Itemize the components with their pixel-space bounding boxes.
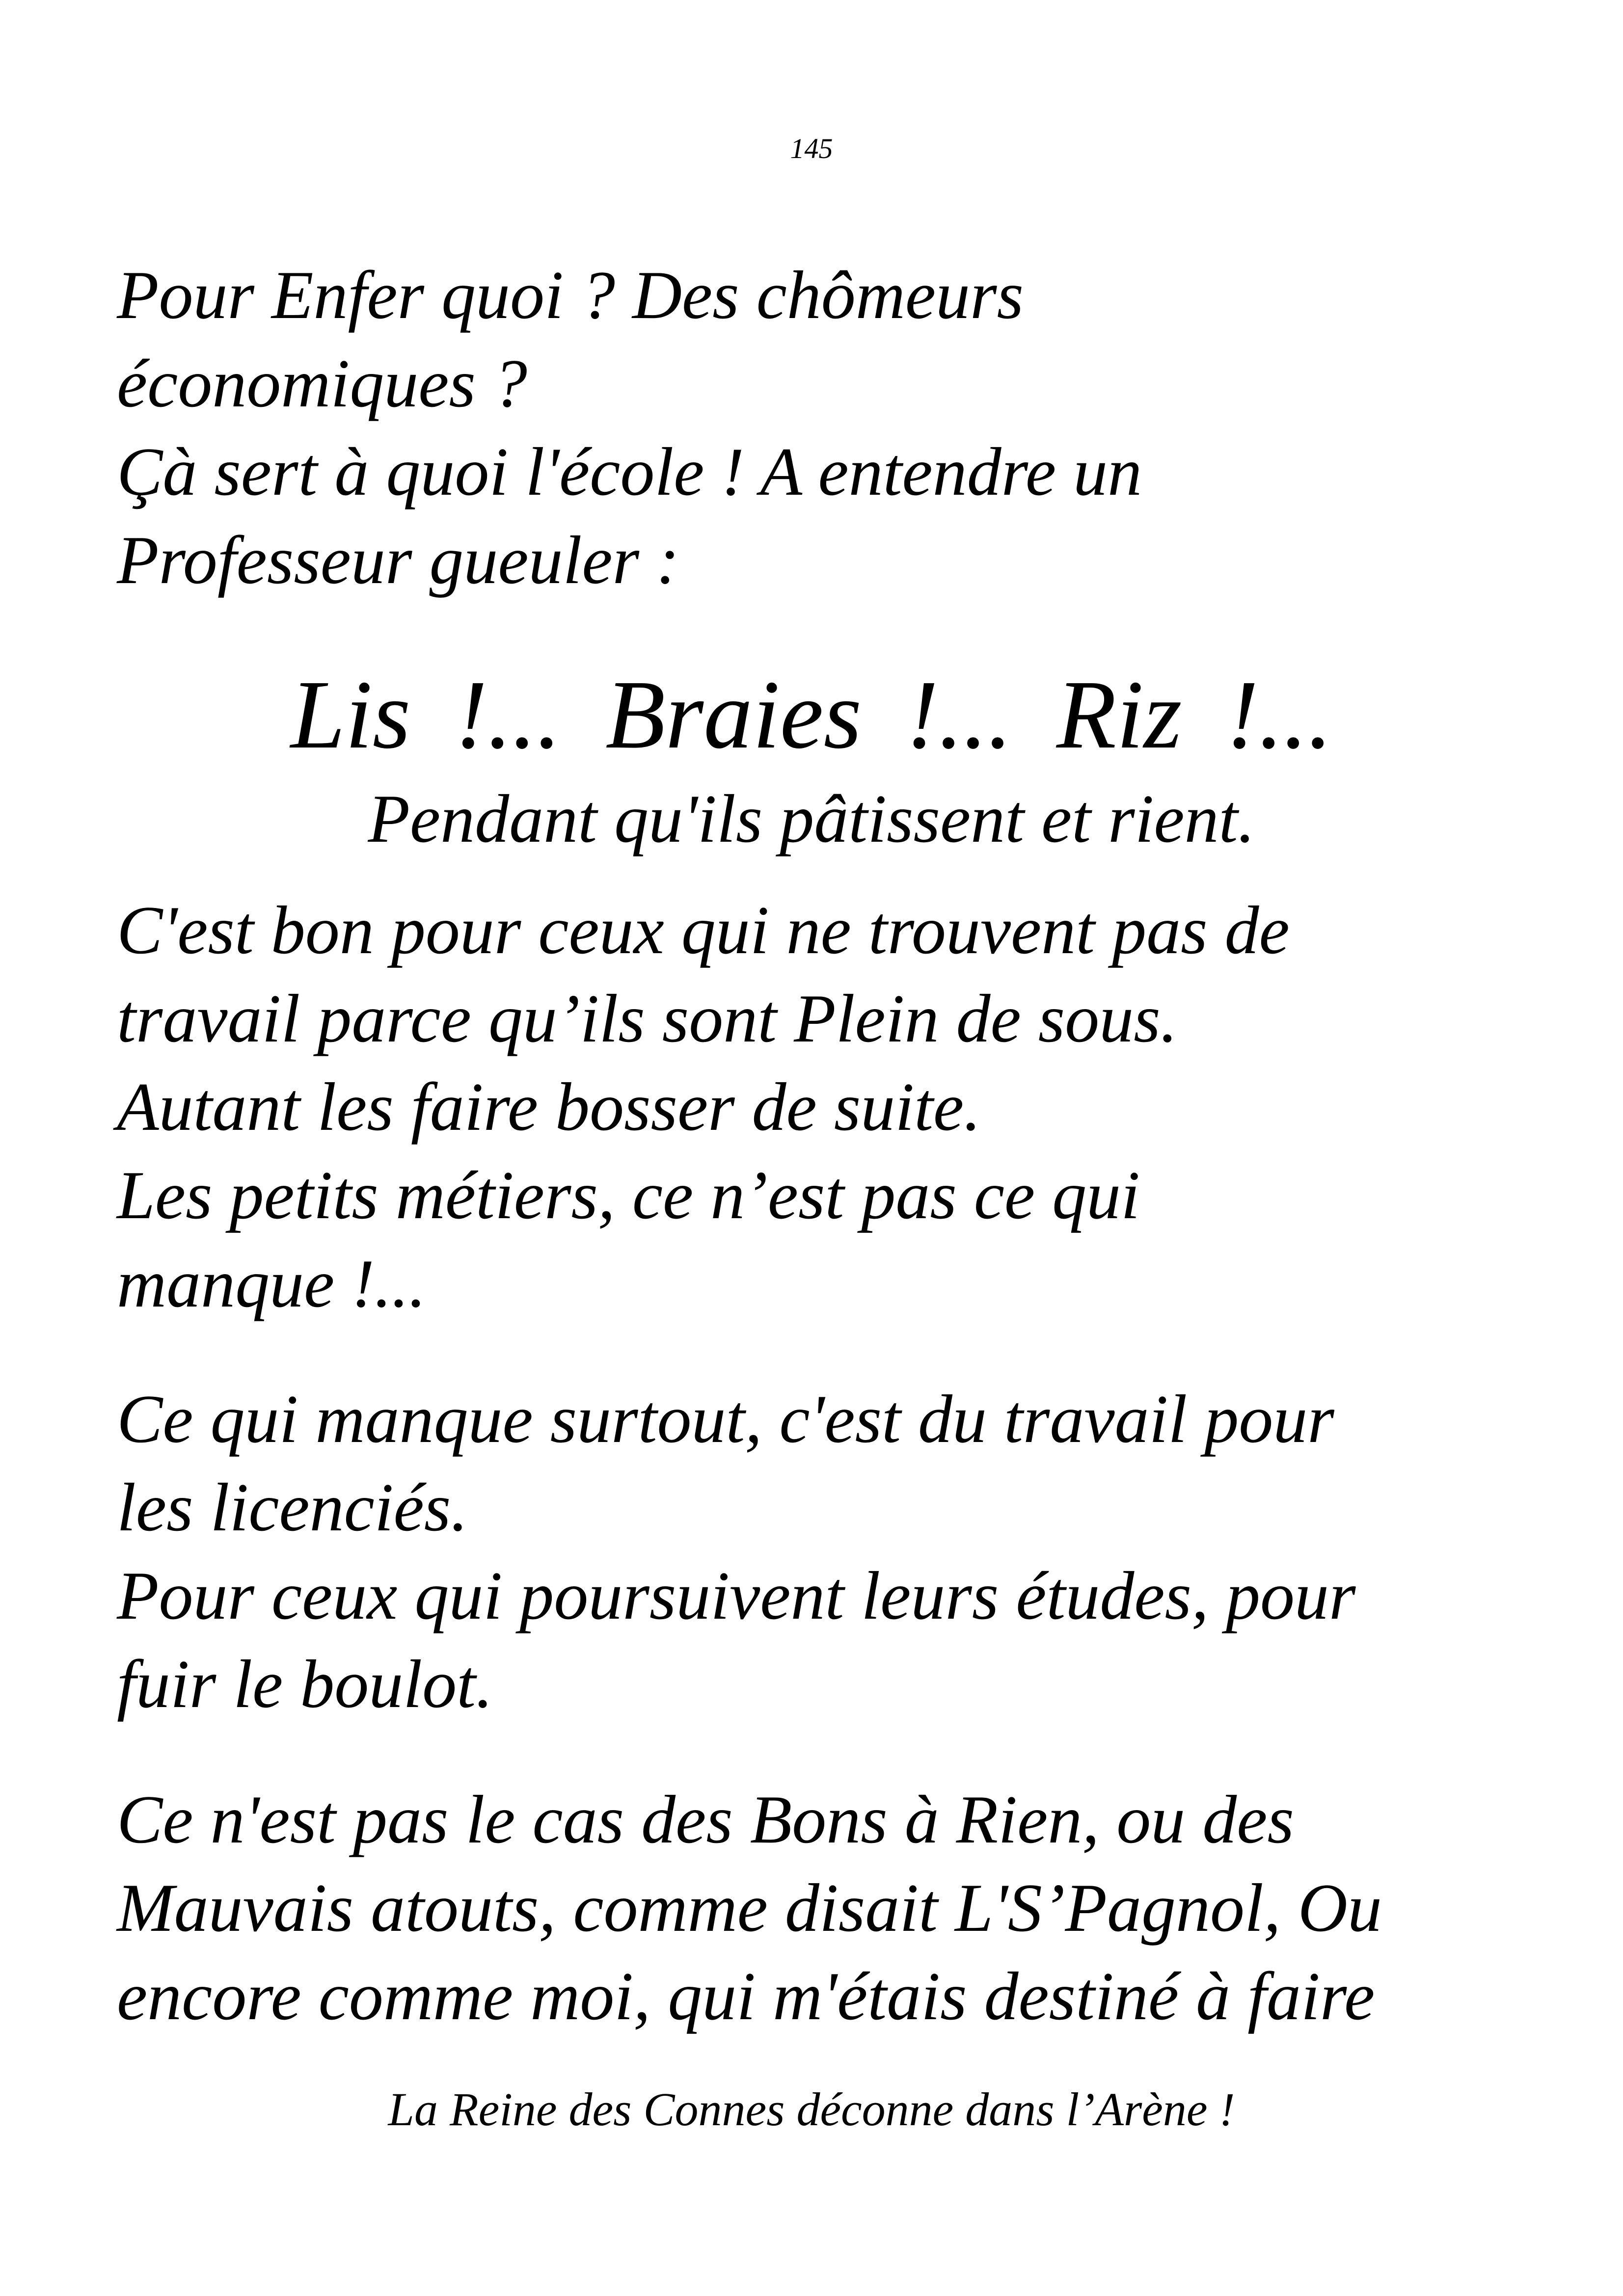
text-line: Pour Enfer quoi ? Des chômeurs	[117, 257, 1024, 333]
text-line: Ce n'est pas le cas des Bons à Rien, ou des	[117, 1782, 1294, 1858]
centered-exclamation-block	[0, 657, 1623, 865]
text-line: Mauvais atouts, comme disait L'S’Pagnol, Ou	[117, 1870, 1382, 1946]
text-line: encore comme moi, qui m'étais destiné à faire	[117, 1958, 1375, 2034]
text-line: Les petits métiers, ce n’est pas ce qui	[117, 1157, 1140, 1233]
text-line: Pour ceux qui poursuivent leurs études, pour	[117, 1558, 1356, 1634]
text-line: économiques ?	[117, 346, 527, 422]
text-line: C'est bon pour ceux qui ne trouvent pas de	[117, 892, 1290, 968]
paragraph-intro	[117, 251, 1541, 605]
text-line: Autant les faire bosser de suite.	[117, 1069, 981, 1145]
exclamation-line: Lis !... Braies !... Riz !...	[290, 661, 1333, 769]
text-line: Ce qui manque surtout, c'est du travail pour	[117, 1381, 1334, 1457]
text-line: fuir le boulot.	[117, 1646, 493, 1722]
text-line: Çà sert à quoi l'école ! A entendre un	[117, 434, 1142, 510]
page-number: 145	[790, 133, 833, 164]
running-footer: La Reine des Connes déconne dans l’Arène !	[388, 2083, 1235, 2136]
text-line: les licenciés.	[117, 1469, 468, 1546]
text-line: travail parce qu’ils sont Plein de sous.	[117, 981, 1178, 1057]
paragraph-work	[117, 886, 1541, 1328]
paragraph-bons-a-rien	[117, 1776, 1541, 2041]
paragraph-graduates	[117, 1375, 1541, 1729]
text-line: manque !...	[117, 1246, 426, 1322]
text-line: Professeur gueuler :	[117, 522, 679, 598]
exclamation-subline: Pendant qu'ils pâtissent et rient.	[368, 781, 1255, 857]
